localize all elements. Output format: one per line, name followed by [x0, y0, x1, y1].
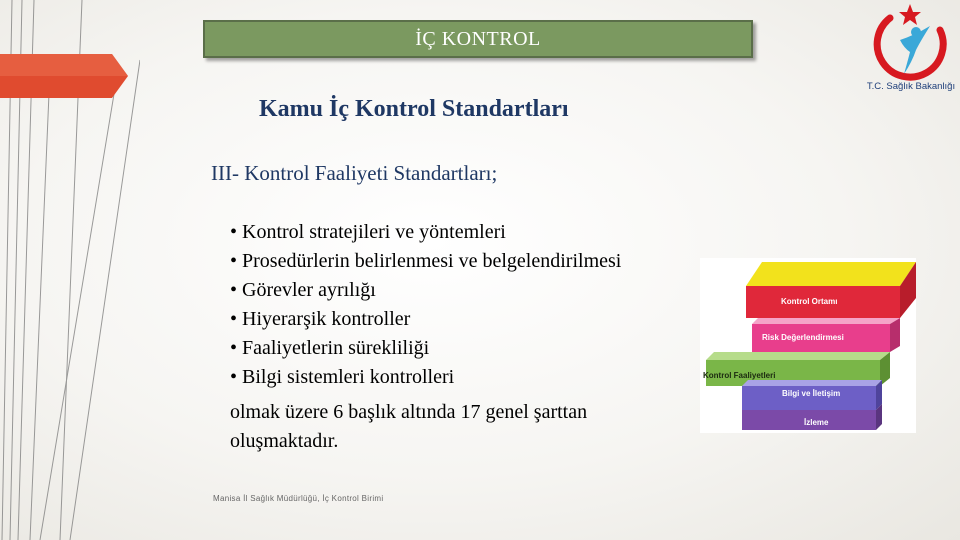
diagram-top-face — [746, 262, 916, 286]
standards-list — [230, 218, 621, 392]
list-item: • Bilgi sistemleri kontrolleri — [230, 366, 455, 388]
diagram-label-5: İzleme — [804, 418, 829, 427]
diagram-label-4: Bilgi ve İletişim — [782, 389, 841, 398]
list-item: • Kontrol stratejileri ve yöntemleri — [230, 221, 506, 243]
list-item: • Faaliyetlerin sürekliliği — [230, 337, 430, 359]
internal-control-diagram — [700, 258, 916, 433]
diagram-label-2: Risk Değerlendirmesi — [762, 333, 844, 342]
title-text: İÇ KONTROL — [415, 27, 541, 50]
ministry-logo-caption: T.C. Sağlık Bakanlığı — [866, 81, 956, 92]
diagram-label-1: Kontrol Ortamı — [781, 297, 838, 306]
list-item: • Prosedürlerin belirlenmesi ve belgelendirilmesi — [230, 250, 622, 272]
section-subheading: III- Kontrol Faaliyeti Standartları; — [211, 161, 498, 185]
page-heading: Kamu İç Kontrol Standartları — [259, 96, 569, 122]
closing-line-1: olmak üzere 6 başlık altında 17 genel şarttan — [230, 401, 588, 423]
footer-text: Manisa İl Sağlık Müdürlüğü, İç Kontrol Birimi — [213, 494, 384, 503]
left-decoration — [0, 0, 140, 540]
title-bar — [203, 20, 753, 58]
diagram-label-3: Kontrol Faaliyetleri — [703, 371, 776, 380]
closing-line-2: oluşmaktadır. — [230, 430, 339, 452]
list-item: • Hiyerarşik kontroller — [230, 308, 411, 330]
closing-text — [230, 398, 587, 456]
list-item: • Görevler ayrılığı — [230, 279, 376, 301]
